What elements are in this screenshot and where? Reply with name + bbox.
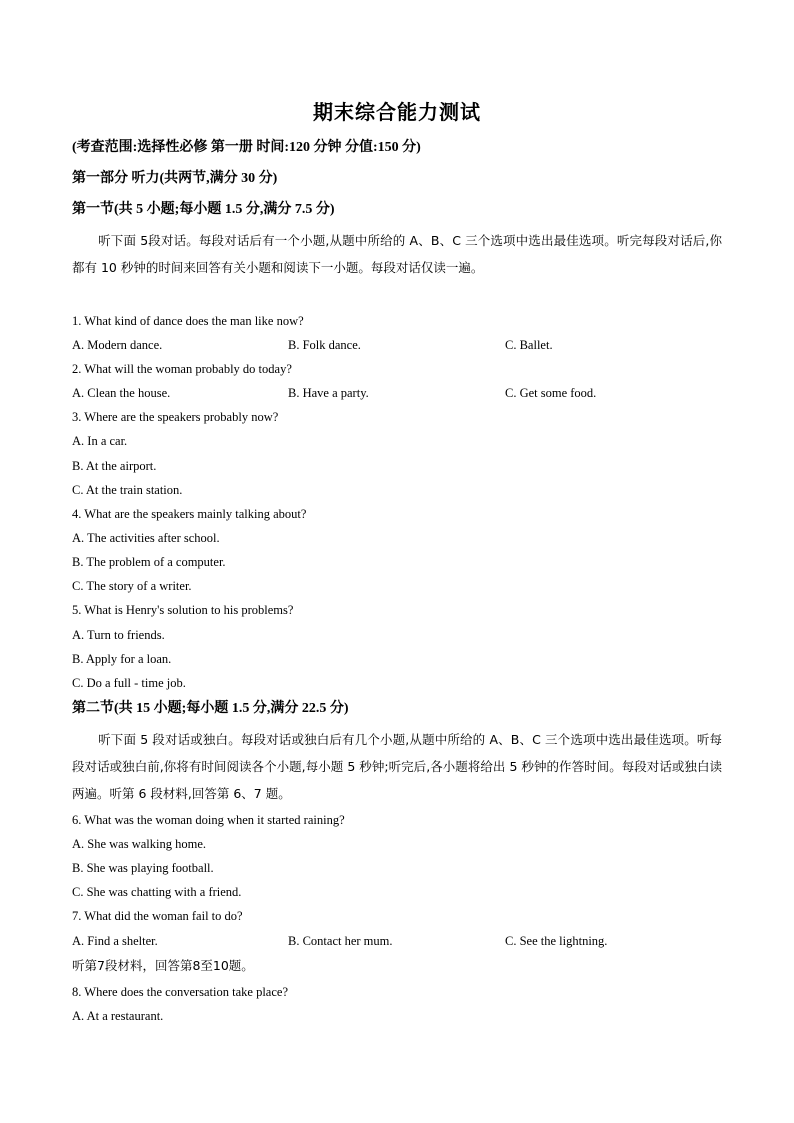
part-heading: 第一部分 听力(共两节,满分 30 分) [72, 171, 278, 186]
option-a: A. Clean the house. [72, 386, 171, 400]
section-2-heading: 第二节(共 15 小题;每小题 1.5 分,满分 22.5 分) [72, 701, 349, 716]
option-a: A. In a car. [72, 434, 128, 448]
question-5: 5. What is Henry's solution to his problems? [72, 603, 294, 617]
question-8: 8. Where does the conversation take place? [72, 985, 288, 999]
option-c: C. Do a full - time job. [72, 676, 186, 690]
option-b: B. Have a party. [288, 386, 369, 400]
option-c: C. See the lightning. [505, 934, 608, 948]
exam-scope: (考查范围:选择性必修 第一册 时间:120 分钟 分值:150 分) [72, 140, 421, 155]
question-4: 4. What are the speakers mainly talking about? [72, 507, 307, 521]
question-1: 1. What kind of dance does the man like now? [72, 314, 304, 328]
question-3: 3. Where are the speakers probably now? [72, 410, 279, 424]
option-c: C. Ballet. [505, 338, 553, 352]
option-b: B. Contact her mum. [288, 934, 393, 948]
section-1-instructions [72, 227, 722, 281]
option-a: A. She was walking home. [72, 837, 207, 851]
option-a: A. Turn to friends. [72, 628, 165, 642]
option-b: B. At the airport. [72, 459, 157, 473]
option-b: B. The problem of a computer. [72, 555, 226, 569]
section-2-instructions-text: 听下面 5 段对话或独白。每段对话或独白后有几个小题,从题中所给的 A、B、C 三个选项中选出最佳选项。听每段对话或独白前,你将有时间阅读各个小题,每小题 5 秒钟;听完后,各小题将给出 5 秒钟的作答时间。每段对话或独白读两遍。听第 6 段材料,回答第 6、7 题。 [72, 732, 722, 801]
option-c: C. She was chatting with a friend. [72, 885, 242, 899]
question-6: 6. What was the woman doing when it started raining? [72, 813, 345, 827]
option-c: C. The story of a writer. [72, 579, 192, 593]
option-a: A. Find a shelter. [72, 934, 158, 948]
section-1-instructions-text: 听下面 5段对话。每段对话后有一个小题,从题中所给的 A、B、C 三个选项中选出最佳选项。听完每段对话后,你都有 10 秒钟的时间来回答有关小题和阅读下一小题。每段对话仅读一遍。 [72, 233, 722, 275]
section-1-heading: 第一节(共 5 小题;每小题 1.5 分,满分 7.5 分) [72, 202, 335, 217]
question-7: 7. What did the woman fail to do? [72, 909, 243, 923]
option-b: B. Apply for a loan. [72, 652, 172, 666]
option-a: A. The activities after school. [72, 531, 220, 545]
option-b: B. Folk dance. [288, 338, 361, 352]
option-a: A. At a restaurant. [72, 1009, 164, 1023]
section-2-instructions [72, 726, 722, 807]
material-7-instruction: 听第7段材料，回答第8至10题。 [72, 958, 254, 973]
option-c: C. At the train station. [72, 483, 183, 497]
question-2: 2. What will the woman probably do today? [72, 362, 292, 376]
option-b: B. She was playing football. [72, 861, 214, 875]
option-a: A. Modern dance. [72, 338, 163, 352]
page-title: 期末综合能力测试 [313, 100, 481, 124]
option-c: C. Get some food. [505, 386, 597, 400]
